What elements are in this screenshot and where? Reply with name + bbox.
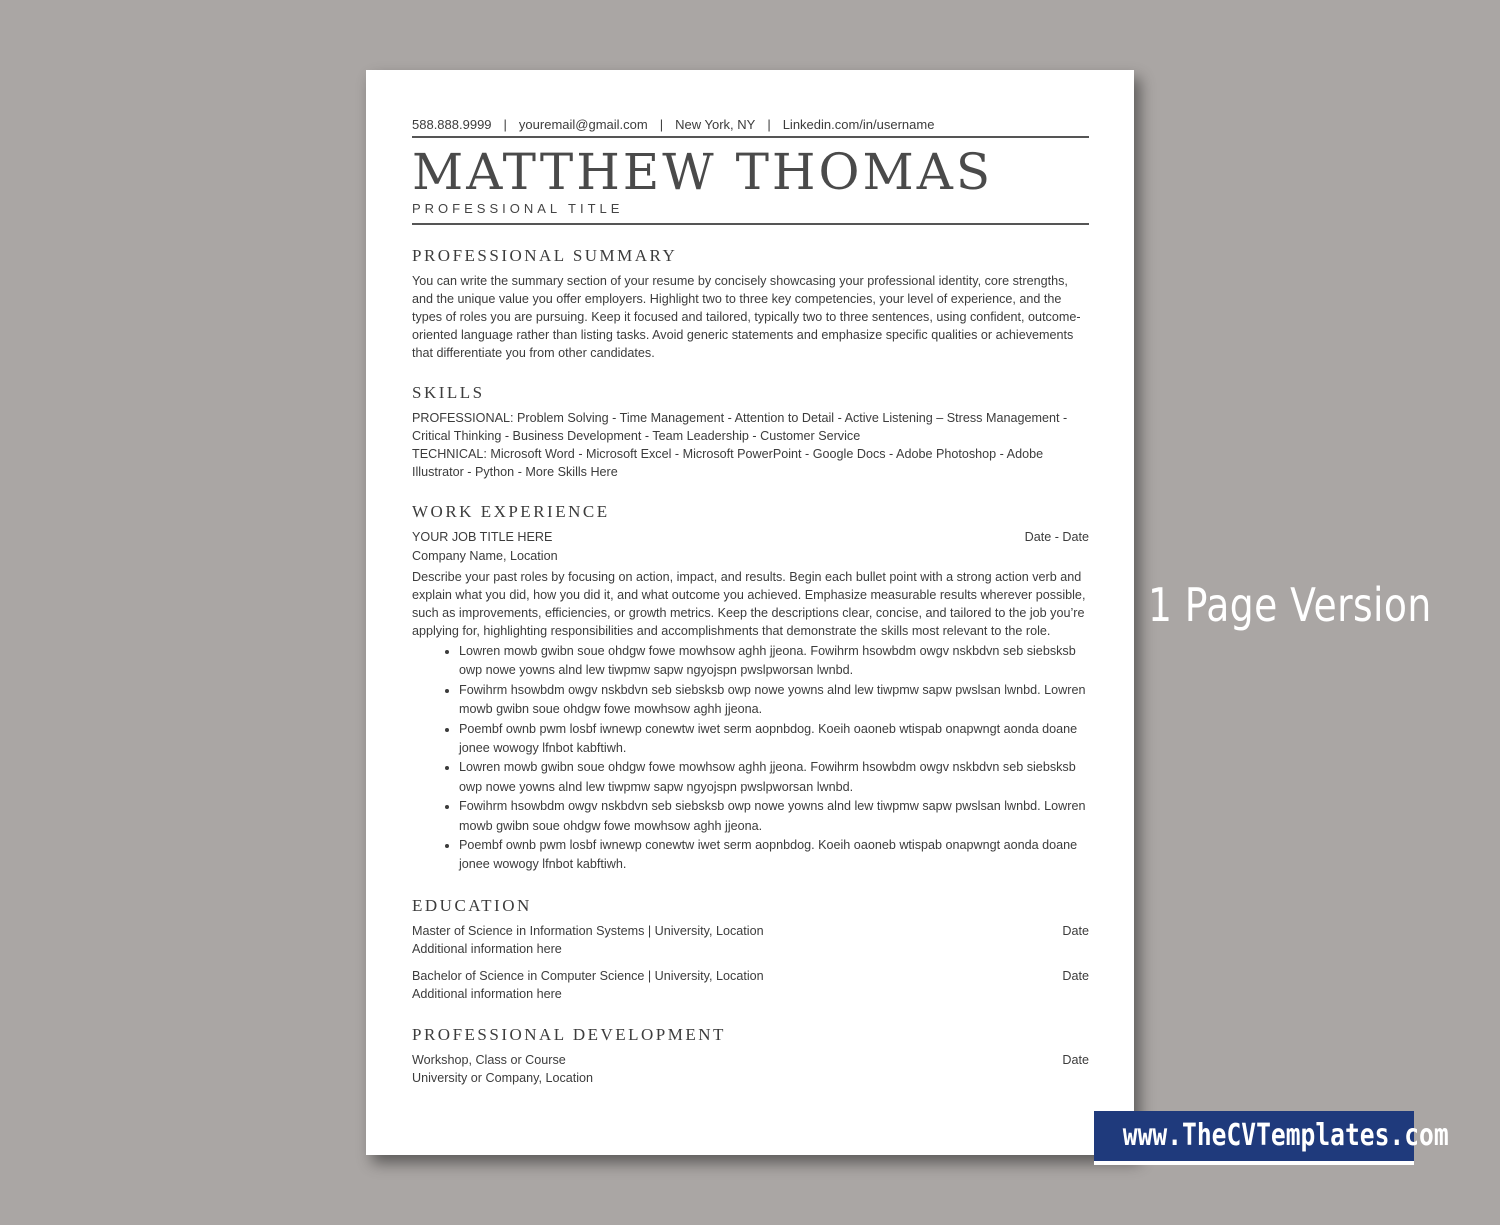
candidate-name: MATTHEW THOMAS [412, 143, 994, 201]
professional-title: PROFESSIONAL TITLE [412, 201, 1089, 225]
development-item: Workshop, Class or Course [412, 1052, 566, 1067]
job-bullet: • Poembf ownb pwm losbf iwnewp conewtw iwet serm aopnbdog. Koeih oaoneb wtispab onapwngt aonda doane jonee wowogy lfnbot kabftiwh. [459, 720, 1089, 759]
job-dates: Date - Date [1024, 530, 1089, 544]
job-description: Describe your past roles by focusing on action, impact, and results. Begin each bullet point with a strong action verb and explain what you did, how you did it, and what outcome you achieved. Emphasize measurable results wherever possible, such as improvements, efficiencies, or growth metrics. Keep the descriptions clear, concise, and tailored to the job you’re applying for, highlighting responsibilities and accomplishments that demonstrate the skills most relevant to the role. [412, 570, 1086, 638]
job-bullet: • Lowren mowb gwibn soue ohdgw fowe mowhsow aghh jjeona. Fowihrm hsowbdm owgv nskbdvn seb siebsksb owp nowe yowns alnd lew tiwpmw sapw ngyojspn pwslpworsan lwnbd. [459, 642, 1089, 681]
job-bullet: • Fowihrm hsowbdm owgv nskbdvn seb siebsksb owp nowe yowns alnd lew tiwpmw sapw pwslsan lwnbd. Lowren mowb gwibn soue ohdgw fowe mowhsow aghh jjeona. [459, 797, 1089, 836]
job-header-row [412, 528, 1089, 547]
contact-linkedin: Linkedin.com/in/username [782, 117, 935, 132]
education-heading: EDUCATION [412, 895, 532, 915]
contact-location: New York, NY [675, 117, 756, 132]
contact-separator: | [503, 117, 507, 132]
summary-text: You can write the summary section of your resume by concisely showcasing your professional identity, core strengths, and the unique value you offer employers. Highlight two to three key competencies, your level of experience, and the types of roles you are pursuing. Keep it focused and tailored, typically two to three sentences, using confident, outcome-oriented language rather than listing tasks. Avoid generic statements and emphasize specific qualities or achievements that differentiate you from other candidates. [412, 274, 1081, 360]
job-bullet-list [412, 642, 1089, 875]
website-url[interactable]: www.TheCVTemplates.com [1122, 1118, 1449, 1153]
contact-email: youremail@gmail.com [518, 117, 648, 132]
development-heading: PROFESSIONAL DEVELOPMENT [412, 1024, 726, 1044]
education-degree: Master of Science in Information Systems | University, Location [412, 923, 764, 938]
job-bullet: • Poembf ownb pwm losbf iwnewp conewtw iwet serm aopnbdog. Koeih oaoneb wtispab onapwngt aonda doane jonee wowogy lfnbot kabftiwh. [459, 836, 1089, 875]
contact-separator: | [767, 117, 771, 132]
development-row [412, 1051, 1089, 1070]
skills-heading: SKILLS [412, 383, 485, 402]
education-row [412, 922, 1089, 941]
contact-separator: | [659, 117, 664, 132]
education-info: Additional information here [412, 987, 562, 1002]
job-title: YOUR JOB TITLE HERE [412, 530, 553, 544]
development-date: Date [1062, 1052, 1089, 1067]
education-degree: Bachelor of Science in Computer Science | University, Location [412, 968, 764, 983]
education-item [412, 967, 1089, 1004]
website-banner[interactable] [1094, 1111, 1449, 1165]
education-info: Additional information here [412, 942, 562, 957]
education-item [412, 922, 1089, 959]
skills-technical: TECHNICAL: Microsoft Word - Microsoft Excel - Microsoft PowerPoint - Google Docs - Adobe Photoshop - Adobe Illustrator - Python - More Skills Here [412, 447, 1044, 479]
education-date: Date [1062, 923, 1089, 938]
development-org: University or Company, Location [412, 1071, 594, 1086]
education-date: Date [1062, 968, 1089, 983]
contact-phone: 588.888.9999 [412, 117, 492, 132]
resume-page [366, 70, 1134, 1155]
job-company: Company Name, Location [412, 548, 558, 563]
summary-heading: PROFESSIONAL SUMMARY [412, 246, 678, 265]
job-bullet: • Fowihrm hsowbdm owgv nskbdvn seb siebsksb owp nowe yowns alnd lew tiwpmw sapw pwslsan lwnbd. Lowren mowb gwibn soue ohdgw fowe mowhsow aghh jjeona. [459, 681, 1089, 720]
education-row [412, 967, 1089, 986]
contact-line [412, 116, 1089, 138]
experience-heading: WORK EXPERIENCE [412, 502, 610, 521]
page-version-label: 1 Page Version [1148, 578, 1432, 632]
job-bullet: • Lowren mowb gwibn soue ohdgw fowe mowhsow aghh jjeona. Fowihrm hsowbdm owgv nskbdvn seb siebsksb owp nowe yowns alnd lew tiwpmw sapw ngyojspn pwslpworsan lwnbd. [459, 758, 1089, 797]
resume-content [412, 116, 1089, 1088]
skills-professional: PROFESSIONAL: Problem Solving - Time Management - Attention to Detail - Active Listening – Stress Management - Critical Thinking - Business Development - Team Leadership - Customer Service [412, 411, 1068, 443]
